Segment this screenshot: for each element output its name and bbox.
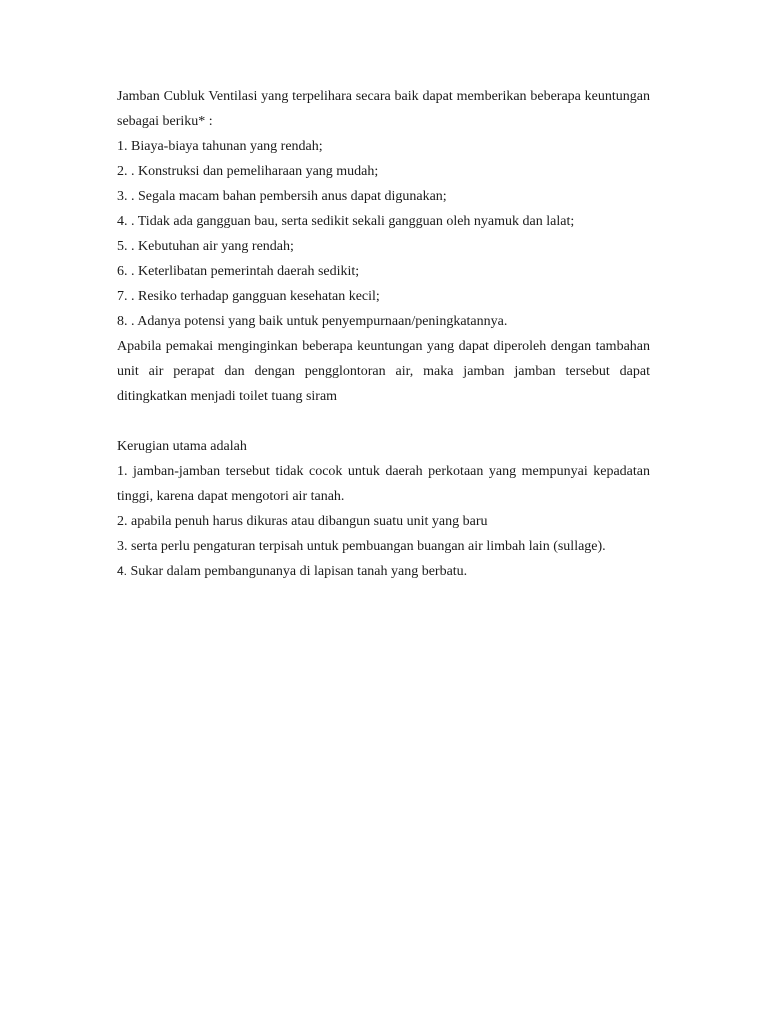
advantage-item-6: 6. . Keterlibatan pemerintah daerah sedikit; — [117, 264, 360, 279]
document-page — [117, 84, 650, 584]
advantage-item-2: 2. . Konstruksi dan pemeliharaan yang mudah; — [117, 164, 379, 179]
advantage-item-7: 7. . Resiko terhadap gangguan kesehatan kecil; — [117, 289, 380, 304]
disadvantage-item-4-number: 4. — [117, 564, 128, 578]
blank-line — [117, 409, 650, 434]
disadvantages-list — [117, 459, 650, 584]
advantage-item-8: 8. . Adanya potensi yang baik untuk penyempurnaan/peningkatannya. — [117, 314, 508, 329]
disadvantage-item-2: 2. apabila penuh harus dikuras atau dibangun suatu unit yang baru — [117, 514, 488, 529]
disadvantage-item-3: 3. serta perlu pengaturan terpisah untuk pembuangan buangan air limbah lain (sullage). — [117, 539, 606, 554]
disadvantages-heading: Kerugian utama adalah — [117, 439, 247, 454]
advantage-item-5: 5. . Kebutuhan air yang rendah; — [117, 239, 294, 254]
advantage-item-1: 1. Biaya-biaya tahunan yang rendah; — [117, 139, 323, 154]
disadvantage-item-4 — [117, 559, 650, 584]
advantage-item-3: 3. . Segala macam bahan pembersih anus dapat digunakan; — [117, 189, 447, 204]
advantage-item-4: 4. . Tidak ada gangguan bau, serta sedikit sekali gangguan oleh nyamuk dan lalat; — [117, 214, 575, 229]
disadvantage-item-4-text: Sukar dalam pembangunanya di lapisan tanah yang berbatu. — [127, 564, 468, 579]
disadvantage-item-1: 1. jamban-jamban tersebut tidak cocok untuk daerah perkotaan yang mempunyai kepadatan tinggi, karena dapat mengotori air tanah. — [117, 464, 650, 504]
conclusion-paragraph: Apabila pemakai menginginkan beberapa keuntungan yang dapat diperoleh dengan tambahan unit air perapat dan dengan pengglontoran air, maka jamban jamban tersebut dapat ditingkatkan menjadi toilet tuang siram — [117, 339, 650, 404]
intro-paragraph: Jamban Cubluk Ventilasi yang terpelihara secara baik dapat memberikan beberapa keuntungan sebagai beriku* : — [117, 89, 650, 129]
advantages-list — [117, 134, 650, 334]
